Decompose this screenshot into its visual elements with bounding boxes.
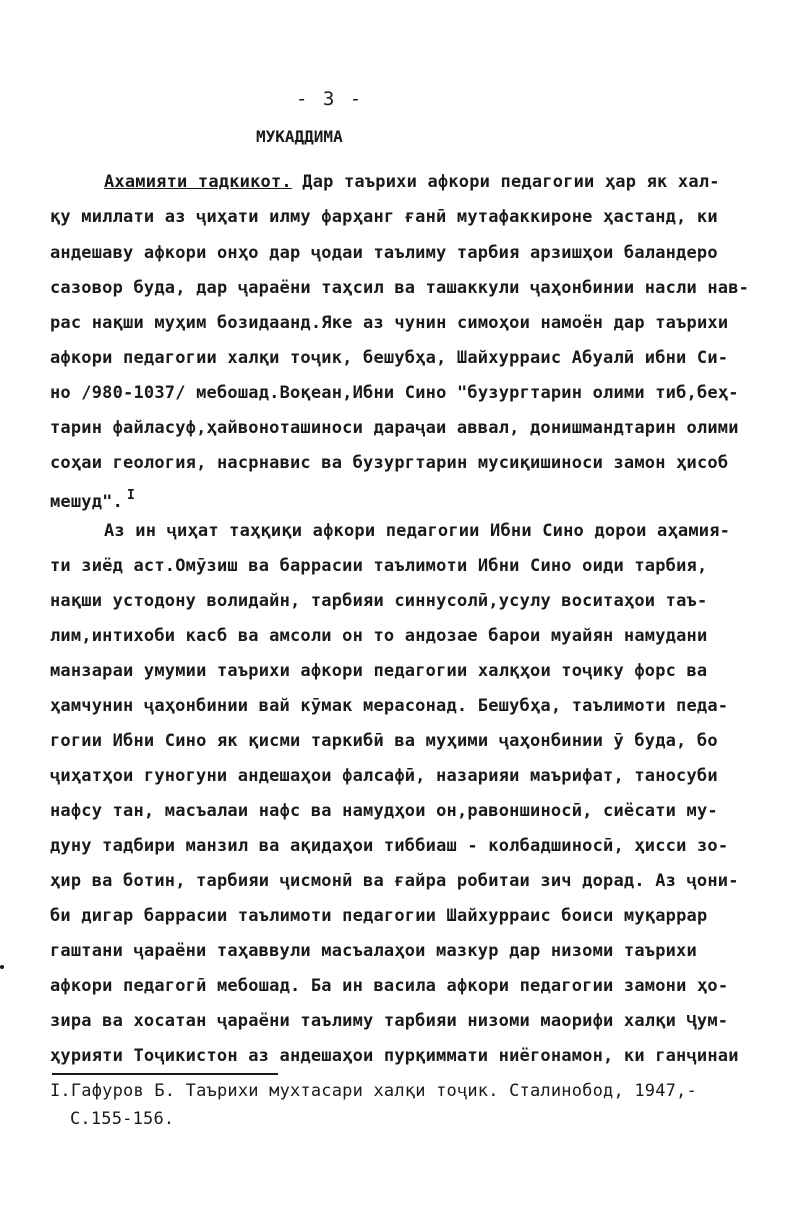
paragraph-2-line-14: афкори педагогӣ мебошад. Ба ин васила афкори педагогии замони ҳо- xyxy=(50,976,729,996)
footnote-reference: I xyxy=(127,488,136,503)
paragraph-1-line-6: афкори педагогии халқи тоҷик, бешубҳа, Шайхурраис Абуалӣ ибни Си- xyxy=(50,348,729,368)
margin-dot xyxy=(0,965,4,969)
paragraph-1-line-4: сазовор буда, дар ҷараёни таҳсил ва ташаккули ҷаҳонбинии насли нав- xyxy=(50,278,750,298)
paragraph-2-line-16: ҳурияти Тоҷикистон аз андешаҳои пурқиммати ниёгонамон, ки ганҷинаи xyxy=(50,1046,739,1066)
footnote-line-2: С.155-156. xyxy=(70,1109,175,1129)
footnote-line-1: I.Гафуров Б. Таърихи мухтасари халқи тоҷик. Сталинобод, 1947,- xyxy=(50,1081,697,1101)
paragraph-2-line-13: гаштани ҷараёни таҳаввули масъалаҳои мазкур дар низоми таърихи xyxy=(50,941,697,961)
paragraph-1-line-7: но /980-1037/ мебошад.Воқеан,Ибни Сино "бузургтарин олими тиб,беҳ- xyxy=(50,383,739,403)
paragraph-2-line-10: дуну тадбири манзил ва ақидаҳои тиббиаш - колбадшиносӣ, ҳисси зо- xyxy=(50,836,729,856)
paragraph-2-line-4: лим,интихоби касб ва амсоли он то андозае барои муайян намудани xyxy=(50,626,708,646)
page-number: - 3 - xyxy=(296,88,364,110)
paragraph-lead: Ахамияти тадкикот. xyxy=(104,172,292,192)
paragraph-2-line-1: Аз ин ҷиҳат таҳқиқи афкори педагогии Ибни Сино дорои аҳамия- xyxy=(104,521,731,541)
paragraph-1-line-2: қу миллати аз ҷиҳати илму фарҳанг ғанӣ мутафаккироне ҳастанд, ки xyxy=(50,207,718,227)
section-heading: МУКАДДИМА xyxy=(256,127,343,146)
paragraph-2-line-9: нафсу тан, масъалаи нафс ва намудҳои он,равоншиносӣ, сиёсати му- xyxy=(50,801,718,821)
paragraph-2-line-2: ти зиёд аст.Омӯзиш ва баррасии таълимоти Ибни Сино оиди тарбия, xyxy=(50,556,708,576)
paragraph-2-line-6: ҳамчунин ҷаҳонбинии вай кӯмак мерасонад. Бешубҳа, таълимоти педа- xyxy=(50,696,729,716)
paragraph-1-line-1-rest: Дар таърихи афкори педагогии ҳар як хал- xyxy=(291,172,720,192)
paragraph-2-line-11: ҳир ва ботин, тарбияи ҷисмонӣ ва ғайра робитаи зич дорад. Аз ҷони- xyxy=(50,871,739,891)
paragraph-1-line-8: тарин файласуф,ҳайвоноташиноси дараҷаи аввал, донишмандтарин олими xyxy=(50,418,739,438)
paragraph-1-line-5: рас нақши муҳим бозидаанд.Яке аз чунин симоҳои намоён дар таърихи xyxy=(50,313,729,333)
paragraph-2-line-3: нақши устодону волидайн, тарбияи синнусолӣ,усулу воситаҳои таъ- xyxy=(50,591,708,611)
paragraph-1-line-3: андешаву афкори онҳо дар ҷодаи таълиму тарбия арзишҳои баландеро xyxy=(50,243,718,263)
paragraph-1-line-9: соҳаи геология, насрнавис ва бузургтарин мусиқишиноси замон ҳисоб xyxy=(50,453,729,473)
footnote-divider xyxy=(52,1073,278,1075)
paragraph-2-line-12: би дигар баррасии таълимоти педагогии Шайхурраис боиси муқаррар xyxy=(50,906,708,926)
paragraph-1-line-10 xyxy=(50,485,135,513)
paragraph-2-line-8: ҷиҳатҳои гуногуни андешаҳои фалсафӣ, назарияи маърифат, таносуби xyxy=(50,766,718,786)
paragraph-1-line-1 xyxy=(104,171,720,193)
paragraph-2-line-15: зира ва хосатан ҷараёни таълиму тарбияи низоми маорифи халқи Ҷум- xyxy=(50,1011,729,1031)
paragraph-2-line-5: манзараи умумии таърихи афкори педагогии халқҳои тоҷику форс ва xyxy=(50,661,708,681)
paragraph-1-last-text: мешуд". xyxy=(50,492,124,512)
paragraph-2-line-7: гогии Ибни Сино як қисми таркибӣ ва муҳими ҷаҳонбинии ӯ буда, бо xyxy=(50,731,718,751)
